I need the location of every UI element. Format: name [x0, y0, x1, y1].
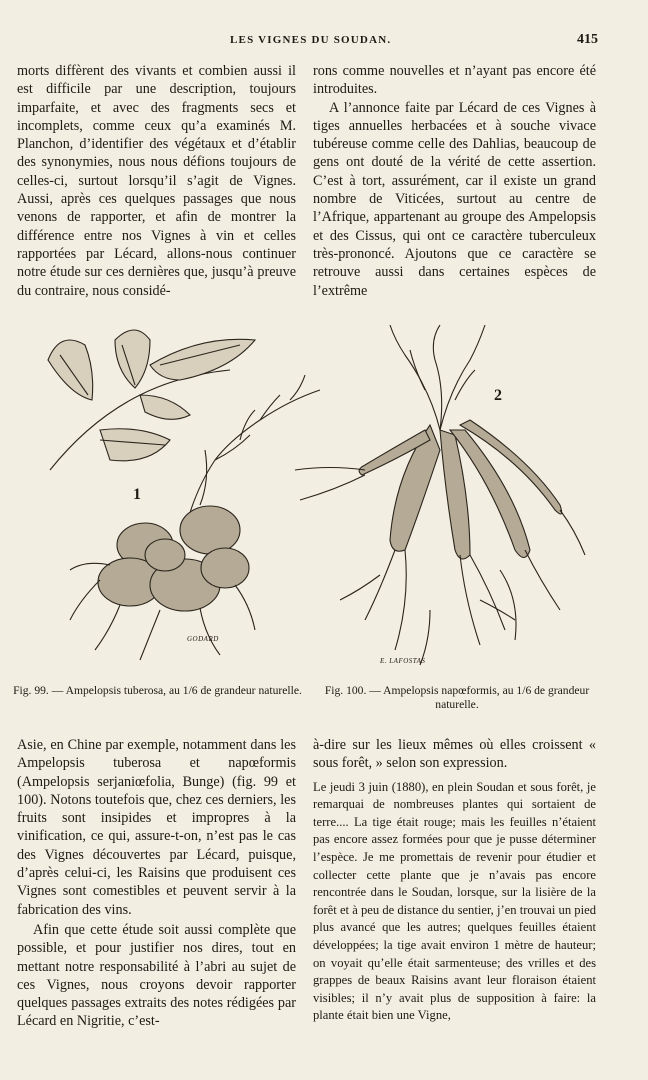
quoted-passage: Le jeudi 3 juin (1880), en plein Soudan et sous forêt, je remarquai de nombreuses plantes qui sortaient de terre.... La tige était rouge; mais les feuilles n’étaient pas encore assez formées pour que je pusse déterminer l’espèce. Je me promettais de revenir pour étudier et collecter cette plante que je n’avais pas encore rencontrée dans le Soudan, lorsque, sur la lisière de la forêt et à peu de distance du sentier, j’en trouvai un pied plus avancé que les autres; quelques feuilles étaient développées; la tige avait environ 1 mètre de hauteur; on voyait qu’elle était sarmenteuse; des vrilles et des grappes de beaux Raisins avant leur floraison étaient visibles; il n’y avait plus de supposition à faire: la plante était bien une Vigne, [313, 779, 596, 1023]
running-title: LES VIGNES DU SOUDAN. [230, 34, 392, 46]
paragraph: morts diffèrent des vivants et combien aussi il est difficile par une description, toujours imparfaite, et avec des fragments secs et incomplets, comme ceux qu’a examinés M. Planchon, d’identifier des végétaux et d’établir des synonymies, nous nous défions toujours de celles-ci, surtout lorsqu’il s’agit de Vignes. Aussi, après ces quelques passages que nous venons de rapporter, et afin de montrer la différence entre nos Vignes à vin et celles rapportées par Lécard, allons-nous continuer notre étude sur ces dernières que, jusqu’à preuve du contraire, nous considé- [17, 63, 296, 299]
engraver-signature-100: E. LAFOSTAS [380, 657, 426, 665]
page-header [0, 34, 648, 52]
paragraph: rons comme nouvelles et n’ayant pas encore été introduites. [313, 63, 596, 98]
figure-99-caption: Fig. 99. — Ampelopsis tuberosa, au 1/6 de grandeur naturelle. [13, 684, 302, 697]
text-column-top-left [17, 62, 296, 300]
root-cluster-illustration [359, 420, 562, 559]
botanical-engraving [0, 300, 648, 685]
paragraph: Afin que cette étude soit aussi complète que possible, et pour justifier nos dires, tout en mettant notre responsabilité à l’abri au sujet de ces Vignes, nous croyons devoir rapporter quelques passages extraits des notes rédigées par Lécard en Nigritie, c’est- [17, 921, 296, 1030]
text-column-bottom-right [313, 736, 596, 1025]
figure-100-number: 2 [494, 387, 502, 404]
figure-99-number: 1 [133, 486, 141, 503]
tuber-cluster-illustration [98, 506, 249, 611]
paragraph: Asie, en Chine par exemple, notamment dans les Ampelopsis tuberosa et napœformis (Ampelopsis serjaniœfolia, Bunge) (fig. 99 et 100). Notons toutefois que, chez ces derniers, les fruits sont insipides et impropres à la vinification, ce qui, assure-t-on, n’est pas le cas des Vignes découvertes par Lécard, puisque, d’après celui-ci, les Raisins que produisent ces Vignes sont comestibles et peuvent servir à la fabrication des vins. [17, 737, 296, 918]
text-column-bottom-left [17, 736, 296, 1031]
paragraph: à-dire sur les lieux mêmes où elles croissent « sous forêt, » selon son expression. [313, 737, 596, 772]
engraver-signature-99: GODARD [187, 635, 219, 643]
figure-100-caption: Fig. 100. — Ampelopsis napœformis, au 1/6 de grandeur naturelle. [324, 684, 590, 711]
text-column-top-right [313, 62, 596, 300]
paragraph: A l’annonce faite par Lécard de ces Vignes à tiges annuelles herbacées et à souche vivace tubéreuse comme celle des Dahlias, beaucoup de gens ont douté de la vérité de cette assertion. C’est à tort, assurément, car il existe un grand nombre de Viticées, surtout au centre de l’Afrique, appartenant au groupe des Ampelopsis et des Cissus, qui ont ce caractère tuberculeux très-prononcé. Ajoutons que ce caractère se retrouve aussi dans certaines espèces de l’extrême [313, 99, 596, 299]
page-number: 415 [577, 32, 598, 47]
figure-illustrations [0, 300, 648, 685]
